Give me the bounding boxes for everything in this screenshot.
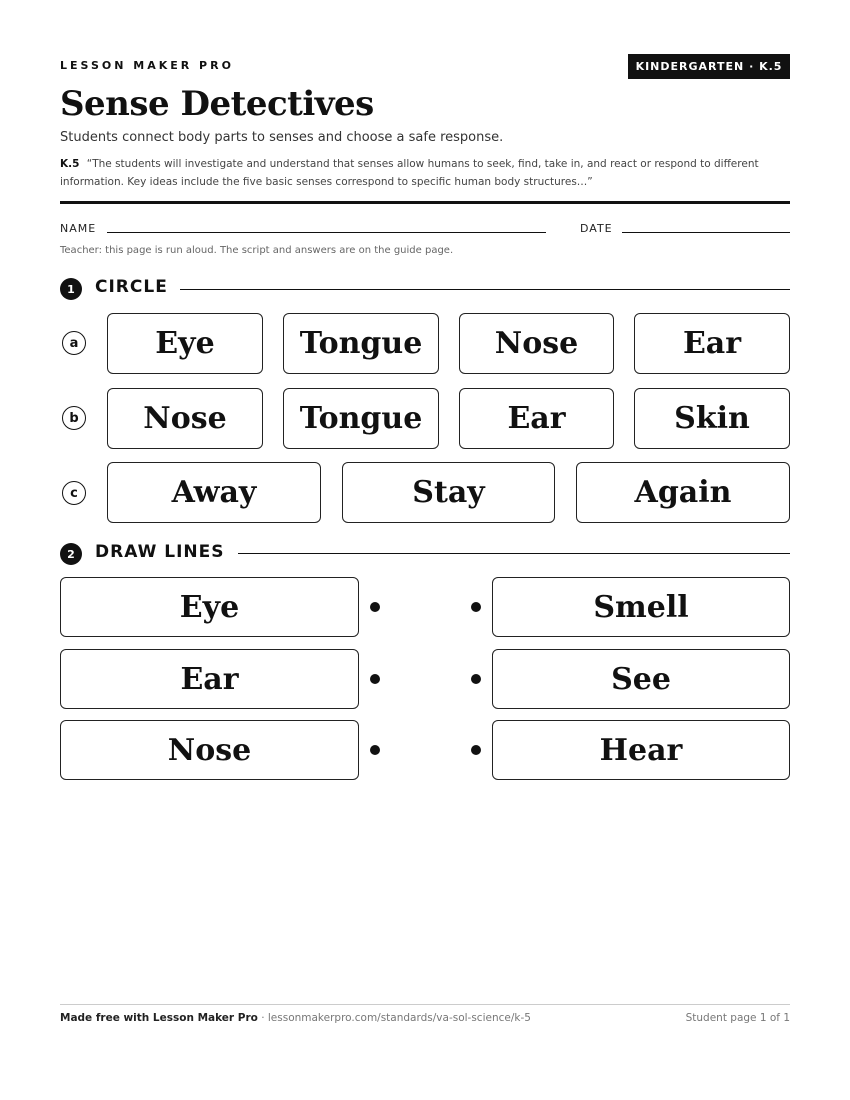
choice-c-2[interactable]: Stay [342,462,555,523]
choice-c-3[interactable]: Again [576,462,790,523]
footer-made-with: Made free with Lesson Maker Pro [60,1012,258,1024]
choice-a-4[interactable]: Ear [634,313,790,374]
name-label: NAME [60,222,97,235]
footer-credit [60,1012,531,1024]
choice-b-1[interactable]: Nose [107,388,263,449]
match-right-dot-1[interactable] [471,602,481,612]
section-2-number: 2 [60,543,82,565]
date-field[interactable] [622,232,790,233]
date-label: DATE [580,222,613,235]
row-label-b: b [62,406,86,430]
choice-a-1[interactable]: Eye [107,313,263,374]
match-left-dot-3[interactable] [370,745,380,755]
match-left-1[interactable]: Eye [60,577,359,637]
match-left-2[interactable]: Ear [60,649,359,709]
footer-url[interactable]: lessonmakerpro.com/standards/va-sol-science/k-5 [267,1012,531,1024]
match-left-3[interactable]: Nose [60,720,359,780]
section-2-title: DRAW LINES [95,542,225,562]
choice-a-3[interactable]: Nose [459,313,614,374]
footer-divider [60,1004,790,1005]
match-left-dot-1[interactable] [370,602,380,612]
section-1-title: CIRCLE [95,277,168,297]
brand-name: LESSON MAKER PRO [60,59,234,72]
choice-b-2[interactable]: Tongue [283,388,439,449]
row-label-c: c [62,481,86,505]
choice-b-3[interactable]: Ear [459,388,614,449]
section-1-number: 1 [60,278,82,300]
match-right-2[interactable]: See [492,649,790,709]
name-field[interactable] [107,232,546,233]
choice-b-4[interactable]: Skin [634,388,790,449]
section-2-rule [238,553,790,554]
grade-badge: KINDERGARTEN · K.5 [628,54,790,79]
match-left-dot-2[interactable] [370,674,380,684]
choice-c-1[interactable]: Away [107,462,321,523]
row-label-a: a [62,331,86,355]
footer-separator: · [257,1012,268,1024]
teacher-note: Teacher: this page is run aloud. The script and answers are on the guide page. [60,245,454,256]
match-right-1[interactable]: Smell [492,577,790,637]
standard-code: K.5 [60,158,80,170]
choice-a-2[interactable]: Tongue [283,313,439,374]
match-right-dot-3[interactable] [471,745,481,755]
standard-statement [60,155,790,191]
match-right-dot-2[interactable] [471,674,481,684]
footer-page-number: Student page 1 of 1 [685,1012,790,1024]
section-1-rule [180,289,790,290]
header-divider [60,201,790,204]
match-right-3[interactable]: Hear [492,720,790,780]
standard-text: “The students will investigate and understand that senses allow humans to seek, find, take in, and react or respond to different information. Key ideas include the five basic senses correspond to specific human body structures…” [60,158,759,188]
page-title: Sense Detectives [60,84,374,124]
page-subtitle: Students connect body parts to senses and choose a safe response. [60,130,504,145]
